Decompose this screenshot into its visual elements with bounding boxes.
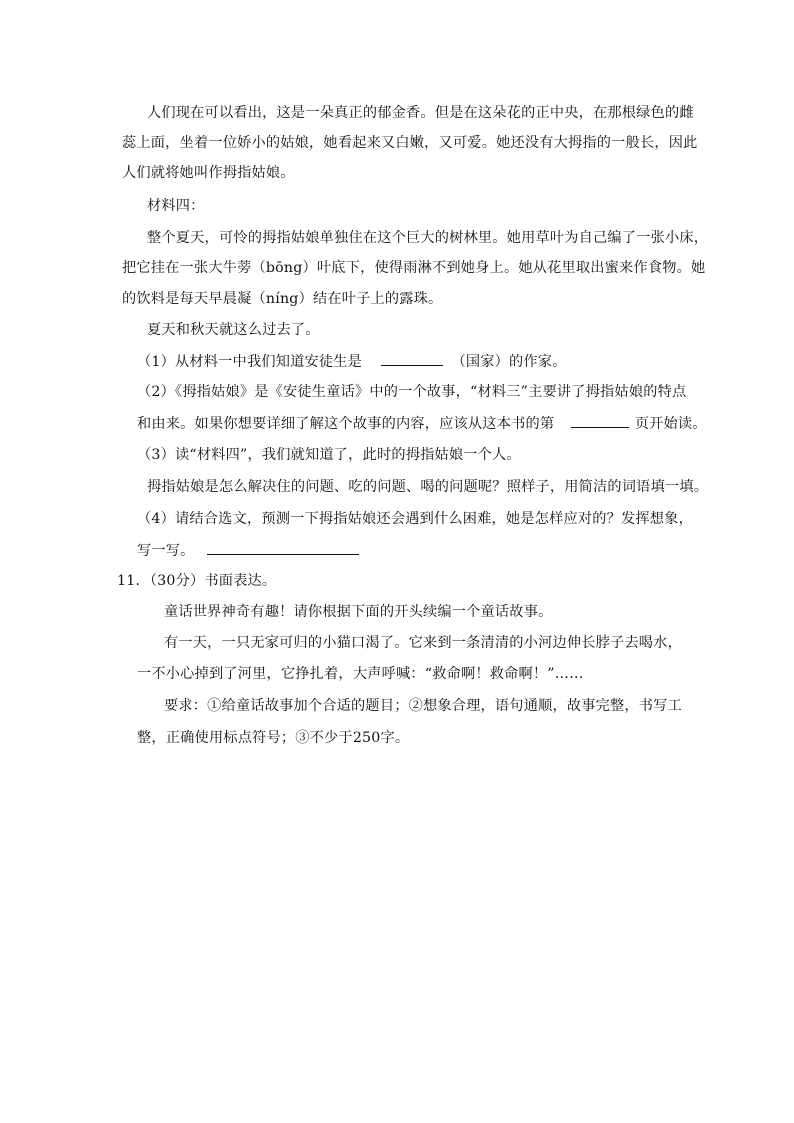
question-1-answer-blank[interactable] — [381, 351, 443, 366]
question-1-text-after: （国家）的作家。 — [451, 354, 567, 370]
passage-p1-line2: 蕊上面，坐着一位娇小的姑娘，她看起来又白嫩，又可爱。她还没有大拇指的一般长，因此 — [122, 135, 698, 151]
passage-p2-line2: 把它挂在一张大牛蒡（bōng）叶底下，使得雨淋不到她身上。她从花里取出蜜来作食物。她 — [122, 260, 706, 276]
question-2-line1: （2）《拇指姑娘》是《安徒生童话》中的一个故事，“材料三”主要讲了拇指姑娘的特点 — [137, 384, 687, 400]
passage-p3: 夏天和秋天就这么过去了。 — [147, 322, 320, 338]
story-opening-line1: 有一天，一只无家可归的小猫口渴了。它来到一条清清的小河边伸长脖子去喝水， — [164, 635, 682, 651]
question-4-line2 — [137, 540, 359, 561]
question-3: （3）读“材料四”，我们就知道了，此时的拇指姑娘一个人。 — [137, 447, 521, 463]
question-11-intro: 童话世界神奇有趣！请你根据下面的开头续编一个童话故事。 — [164, 604, 553, 620]
question-3-instruction: 拇指姑娘是怎么解决住的问题、吃的问题、喝的问题呢？照样子，用简洁的词语填一填。 — [147, 479, 709, 495]
question-4-line1: （4）请结合选文，预测一下拇指姑娘还会遇到什么困难，她是怎样应对的？发挥想象， — [137, 511, 693, 527]
question-1-text-before: （1）从材料一中我们知道安徒生是 — [137, 354, 363, 370]
question-1 — [137, 351, 567, 372]
passage-p2-line3: 的饮料是每天早晨凝（níng）结在叶子上的露珠。 — [122, 291, 443, 307]
passage-p2-line1: 整个夏天，可怜的拇指姑娘单独住在这个巨大的树林里。她用草叶为自己编了一张小床， — [147, 230, 709, 246]
requirements-line1: 要求：①给童话故事加个合适的题目；②想象合理，语句通顺，故事完整，书写工 — [164, 698, 682, 714]
question-2-text-before: 和由来。如果你想要详细了解这个故事的内容，应该从这本书的第 — [137, 416, 555, 432]
question-2-text-after: 页开始读。 — [634, 416, 707, 432]
material4-heading: 材料四： — [147, 198, 205, 214]
question-2-line2 — [137, 413, 707, 434]
requirements-line2: 整，正确使用标点符号；③不少于250字。 — [137, 730, 410, 746]
question-11-header: 11．（30分）书面表达。 — [117, 573, 277, 589]
passage-p1-line3: 人们就将她叫作拇指姑娘。 — [122, 165, 295, 181]
question-4-answer-blank[interactable] — [207, 540, 359, 555]
question-4-text: 写一写。 — [137, 543, 195, 559]
question-2-answer-blank[interactable] — [571, 413, 629, 428]
story-opening-line2: 一不小心掉到了河里，它挣扎着，大声呼喊：“救命啊！救命啊！”…… — [137, 666, 584, 682]
passage-p1-line1: 人们现在可以看出，这是一朵真正的郁金香。但是在这朵花的正中央，在那根绿色的雌 — [147, 105, 694, 121]
